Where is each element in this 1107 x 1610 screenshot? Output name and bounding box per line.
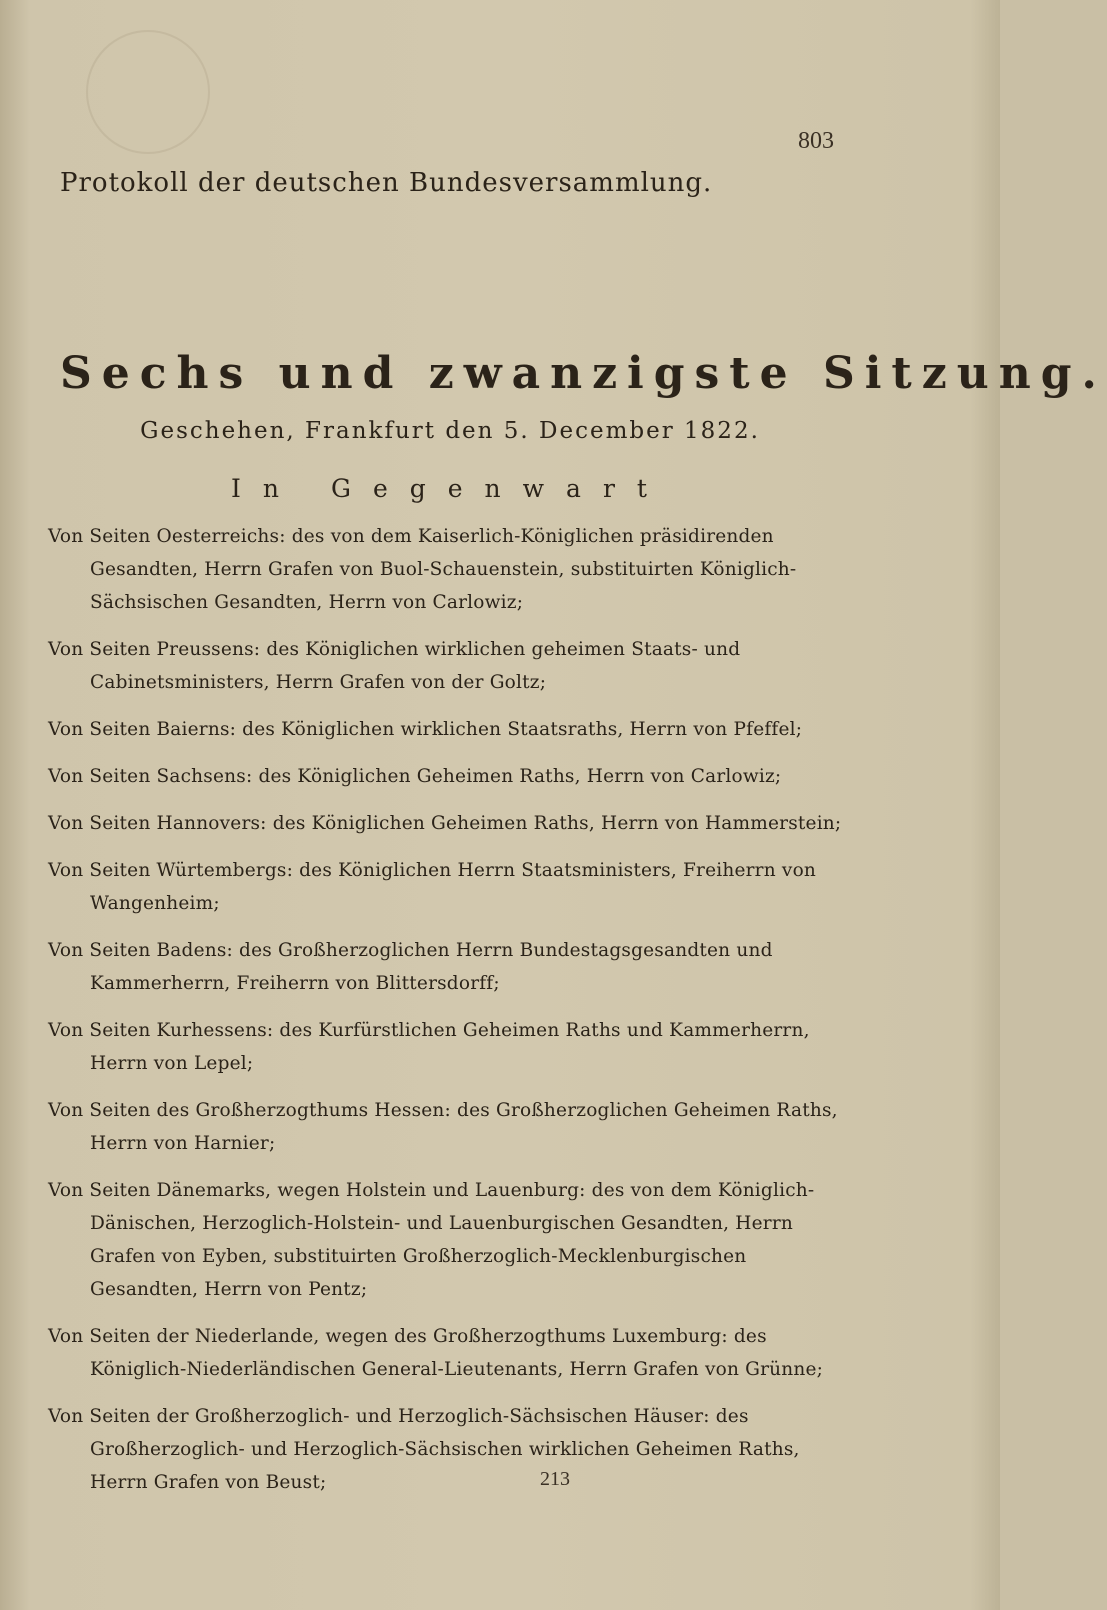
attendance-entry-saxony: Von Seiten Sachsens: des Königlichen Geheimen Raths, Herrn von Carlowiz; <box>48 766 782 787</box>
attendance-entry-prussia: Von Seiten Preussens: des Königlichen wirklichen geheimen Staats- und Cabinetsministers, Herrn Grafen von der Goltz; <box>48 639 741 693</box>
session-date: Geschehen, Frankfurt den 5. December 1822. <box>140 418 760 444</box>
attendance-entry-bavaria: Von Seiten Baierns: des Königlichen wirklichen Staatsraths, Herrn von Pfeffel; <box>48 719 803 740</box>
attendance-entry-wurttemberg: Von Seiten Würtembergs: des Königlichen Herrn Staatsministers, Freiherrn von Wangenheim; <box>48 860 817 914</box>
running-head: Protokoll der deutschen Bundesversammlung. <box>60 168 713 198</box>
page-number: 803 <box>798 128 834 154</box>
faded-library-stamp <box>86 30 210 154</box>
presence-heading: In Gegenwart <box>231 474 669 503</box>
signature-mark: 213 <box>540 1468 570 1490</box>
attendance-entry-denmark: Von Seiten Dänemarks, wegen Holstein und Lauenburg: des von dem Königlich-Dänischen, Herzoglich-Holstein- und Lauenburgischen Gesandten, Herrn Grafen von Eyben, substituirten Großherzoglich-Mecklenburgischen Gesandten, Herrn von Pentz; <box>48 1180 815 1300</box>
attendance-list <box>48 520 848 1513</box>
attendance-entry-baden: Von Seiten Badens: des Großherzoglichen Herrn Bundestagsgesandten und Kammerherrn, Freiherrn von Blittersdorff; <box>48 940 773 994</box>
attendance-entry-saxon-houses: Von Seiten der Großherzoglich- und Herzoglich-Sächsischen Häuser: des Großherzoglich- und Herzoglich-Sächsischen wirklichen Geheimen Raths, Herrn Grafen von Beust; <box>48 1406 800 1493</box>
attendance-entry-netherlands: Von Seiten der Niederlande, wegen des Großherzogthums Luxemburg: des Königlich-Niederländischen General-Lieutenants, Herrn Grafen von Grünne; <box>48 1326 824 1380</box>
attendance-entry-hanover: Von Seiten Hannovers: des Königlichen Geheimen Raths, Herrn von Hammerstein; <box>48 813 842 834</box>
attendance-entry-austria: Von Seiten Oesterreichs: des von dem Kaiserlich-Königlichen präsidirenden Gesandten, Herrn Grafen von Buol-Schauenstein, substituirten Königlich-Sächsischen Gesandten, Herrn von Carlowiz; <box>48 526 797 613</box>
attendance-entry-grand-duchy-hesse: Von Seiten des Großherzogthums Hessen: des Großherzoglichen Geheimen Raths, Herrn von Harnier; <box>48 1100 838 1154</box>
attendance-entry-electoral-hesse: Von Seiten Kurhessens: des Kurfürstlichen Geheimen Raths und Kammerherrn, Herrn von Lepel; <box>48 1020 810 1074</box>
session-title: Sechs und zwanzigste Sitzung. <box>60 348 1107 399</box>
